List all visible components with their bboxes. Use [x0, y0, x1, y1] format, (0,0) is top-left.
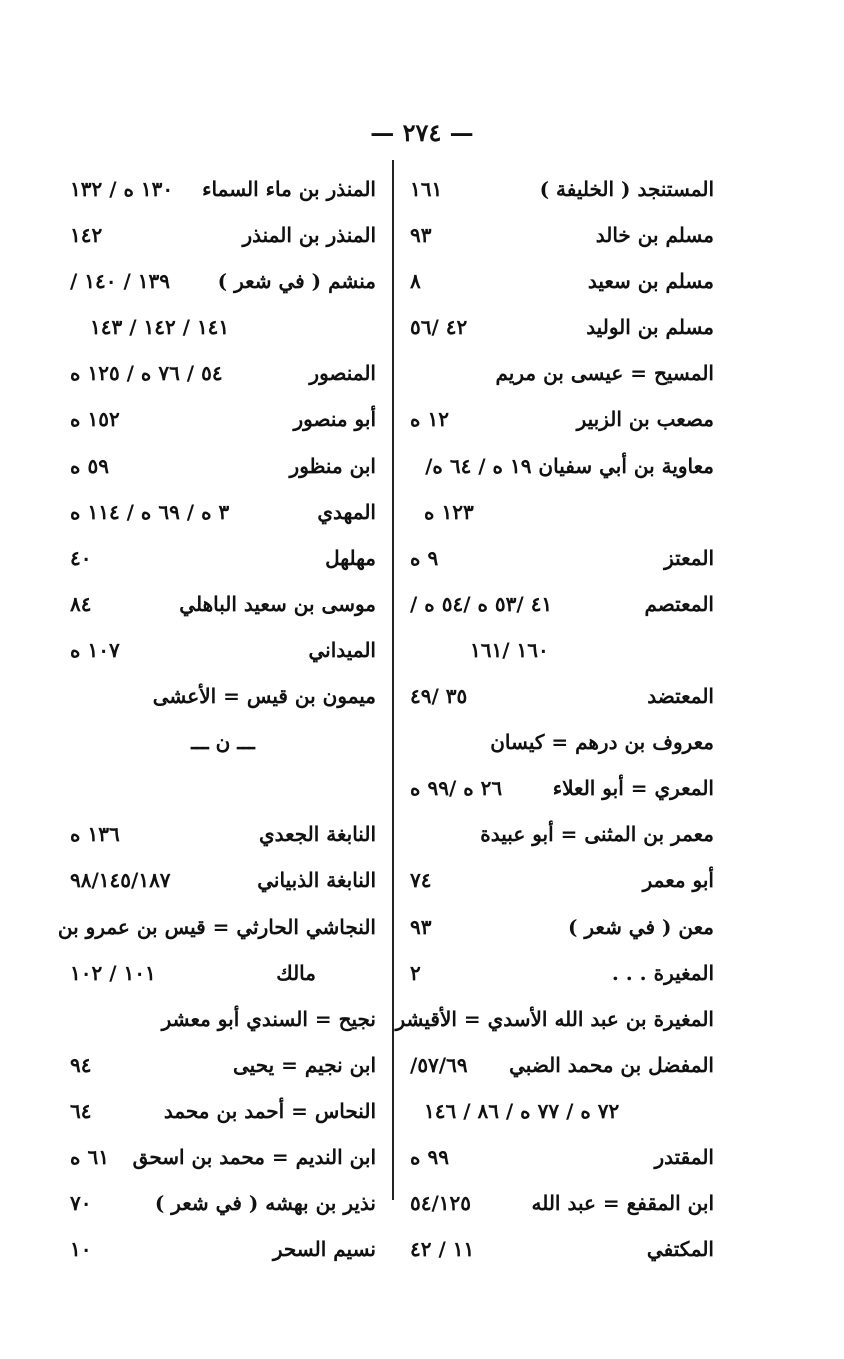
entry-name: نجيح = السندي أبو معشر — [161, 1006, 376, 1031]
index-entry — [410, 1134, 714, 1180]
entry-name: مسلم بن الوليد — [586, 315, 714, 340]
entry-page-refs: ٩٣ — [410, 914, 432, 939]
index-entry — [410, 950, 714, 996]
entry-page-refs: ٣ ه / ٦٩ ه / ١١٤ ه — [70, 499, 230, 524]
index-entry — [70, 1134, 376, 1180]
index-entry — [70, 1088, 376, 1134]
entry-page-refs: ٤١ /٥٣ ه /٥٤ ه / — [410, 591, 553, 616]
entry-page-refs: ٩٩ ه — [410, 1144, 449, 1169]
entry-name: منشم ( في شعر ) — [217, 269, 376, 294]
index-entry — [395, 996, 714, 1042]
entry-page-refs: ١٠٧ ه — [70, 637, 120, 662]
entry-name: ابن نجيم = يحيى — [233, 1052, 376, 1077]
index-entry — [70, 304, 376, 350]
entry-page-refs: ٩٣ — [410, 223, 432, 248]
index-entry — [70, 673, 376, 719]
index-entry — [70, 350, 376, 396]
index-entry — [410, 350, 714, 396]
entry-name: أبو معمر — [642, 868, 714, 893]
index-entry — [410, 396, 714, 442]
page-number: — ٢٧٤ — — [370, 118, 474, 147]
index-column-right — [395, 166, 714, 1272]
index-entry — [70, 857, 376, 903]
entry-page-refs: ٣٥ /٤٩ — [410, 684, 468, 709]
index-entry — [70, 1226, 376, 1272]
entry-name: المنذر بن ماء السماء — [202, 177, 376, 201]
index-entry — [410, 304, 714, 350]
entry-name: معاوية بن أبي سفيان ١٩ ه / ٦٤ ه/ — [425, 453, 714, 478]
entry-name: المغيرة بن عبد الله الأسدي = الأقيشر — [395, 1006, 714, 1031]
index-entry — [70, 212, 376, 258]
entry-name: المعتز — [664, 545, 714, 570]
entry-name: معن ( في شعر ) — [567, 914, 714, 939]
column-divider — [392, 160, 394, 1200]
entry-name: النحاس = أحمد بن محمد — [163, 1098, 376, 1123]
entry-page-refs: ١٣٠ ه / ١٣٢ — [70, 177, 174, 201]
index-entry — [410, 719, 714, 765]
entry-page-refs: ٩٤ — [70, 1052, 92, 1077]
entry-page-refs: ٨ — [410, 269, 421, 294]
entry-page-refs: ١٤٢ — [70, 223, 103, 248]
section-heading — [70, 719, 376, 765]
entry-name: المفضل بن محمد الضبي — [509, 1052, 714, 1077]
index-entry — [70, 811, 376, 857]
entry-name: المكتفي — [646, 1237, 714, 1262]
index-entry — [70, 950, 376, 996]
index-entry — [410, 904, 714, 950]
entry-name: المستنجد ( الخليفة ) — [539, 177, 714, 201]
index-entry — [70, 489, 376, 535]
index-entry — [57, 904, 376, 950]
blank-row — [70, 765, 376, 811]
entry-name: مصعب بن الزبير — [576, 407, 714, 432]
entry-page-refs: ٧٤ — [410, 868, 432, 893]
index-entry — [70, 443, 376, 489]
index-entry — [70, 1180, 376, 1226]
entry-page-refs: ١٣٩ / ١٤٠ / — [70, 269, 170, 294]
entry-name: مسلم بن خالد — [595, 223, 714, 248]
entry-page-refs: ١٦١ — [410, 177, 443, 201]
entry-page-refs: ١٣٦ ه — [70, 822, 120, 847]
entry-name: معمر بن المثنى = أبو عبيدة — [480, 822, 714, 847]
entry-page-refs: ٩ ه — [410, 545, 439, 570]
section-letter: ـــ ن ـــ — [191, 730, 255, 755]
index-entry — [410, 212, 714, 258]
entry-name: المنصور — [309, 361, 376, 386]
entry-page-refs: ٦٤ — [70, 1098, 92, 1123]
index-entry — [410, 166, 714, 212]
index-entry — [410, 581, 714, 627]
entry-page-refs: ٥٤/١٢٥ — [410, 1191, 472, 1216]
entry-name: النابغة الجعدي — [258, 822, 376, 847]
entry-page-refs: ١٥٢ ه — [70, 407, 120, 432]
index-entry — [70, 258, 376, 304]
entry-page-refs: ١٠ — [70, 1237, 92, 1262]
entry-continuation: ١٤١ / ١٤٢ / ١٤٣ — [90, 315, 230, 340]
index-entry — [70, 996, 376, 1042]
index-entry — [70, 627, 376, 673]
entry-name: المنذر بن المنذر — [242, 223, 376, 248]
entry-continuation: ٧٢ ه / ٧٧ ه / ٨٦ / ١٤٦ — [424, 1098, 620, 1123]
entry-name: ميمون بن قيس = الأعشى — [152, 684, 376, 709]
index-entry — [410, 443, 714, 489]
index-entry — [410, 811, 714, 857]
entry-name: المقتدر — [654, 1144, 714, 1169]
index-entry — [410, 489, 714, 535]
index-column-left — [57, 166, 376, 1272]
index-entry — [410, 535, 714, 581]
entry-page-refs: ٥٩ ه — [70, 453, 109, 478]
entry-page-refs: ١١ / ٤٢ — [410, 1237, 475, 1262]
entry-name: ابن النديم = محمد بن اسحق — [132, 1144, 376, 1169]
entry-name: مهلهل — [325, 545, 376, 570]
index-entry — [70, 581, 376, 627]
entry-page-refs: ٤٠ — [70, 545, 92, 570]
entry-page-refs: ٤٢ /٥٦ — [410, 315, 468, 340]
entry-page-refs: ٨٤ — [70, 591, 92, 616]
index-entry — [410, 857, 714, 903]
entry-page-refs: ٥٧/٦٩/ — [410, 1052, 468, 1077]
entry-name: أبو منصور — [293, 407, 376, 432]
index-entry — [410, 258, 714, 304]
entry-page-refs: ١٢ ه — [410, 407, 449, 432]
index-entry — [410, 627, 714, 673]
entry-page-refs: ٦١ ه — [70, 1144, 109, 1169]
entry-name: معروف بن درهم = كيسان — [490, 730, 714, 755]
index-entry — [410, 1226, 714, 1272]
index-entry — [410, 1180, 714, 1226]
entry-name: الميداني — [308, 637, 376, 662]
entry-page-refs: ١٠١ / ١٠٢ — [70, 960, 156, 985]
entry-name: النابغة الذبياني — [257, 868, 376, 893]
entry-page-refs: ٢ — [410, 960, 421, 985]
index-entry — [70, 166, 376, 212]
entry-name: نذير بن بهشه ( في شعر ) — [154, 1191, 376, 1216]
entry-name: المغيرة . . . — [611, 960, 714, 985]
entry-name: مسلم بن سعيد — [587, 269, 714, 294]
index-entry — [70, 1042, 376, 1088]
entry-page-refs: ٧٠ — [70, 1191, 92, 1216]
entry-page-refs: ٩٨/١٤٥/١٨٧ — [70, 868, 171, 893]
entry-continuation: ١٢٣ ه — [424, 499, 474, 524]
entry-page-refs: ٢٦ ه /٩٩ ه — [410, 776, 503, 801]
entry-page-refs: ٥٤ / ٧٦ ه / ١٢٥ ه — [70, 361, 223, 386]
entry-name: المعري = أبو العلاء — [552, 776, 714, 801]
index-entry — [410, 673, 714, 719]
entry-name: المعتصم — [644, 591, 714, 616]
entry-continuation: مالك — [276, 960, 316, 985]
entry-name: ابن المقفع = عبد الله — [531, 1191, 714, 1216]
entry-name: المهدي — [317, 499, 376, 524]
entry-name: المسيح = عيسى بن مريم — [495, 361, 714, 386]
index-entry — [410, 1088, 714, 1134]
index-entry — [70, 396, 376, 442]
entry-name: نسيم السحر — [272, 1237, 376, 1262]
index-entry — [410, 1042, 714, 1088]
entry-name: النجاشي الحارثي = قيس بن عمرو بن — [57, 914, 376, 939]
entry-continuation: ١٦٠ /١٦١ — [470, 637, 549, 662]
entry-name: المعتضد — [647, 684, 714, 709]
entry-name: ابن منظور — [289, 453, 376, 478]
entry-name: موسى بن سعيد الباهلي — [179, 591, 376, 616]
index-entry — [70, 535, 376, 581]
index-entry — [410, 765, 714, 811]
